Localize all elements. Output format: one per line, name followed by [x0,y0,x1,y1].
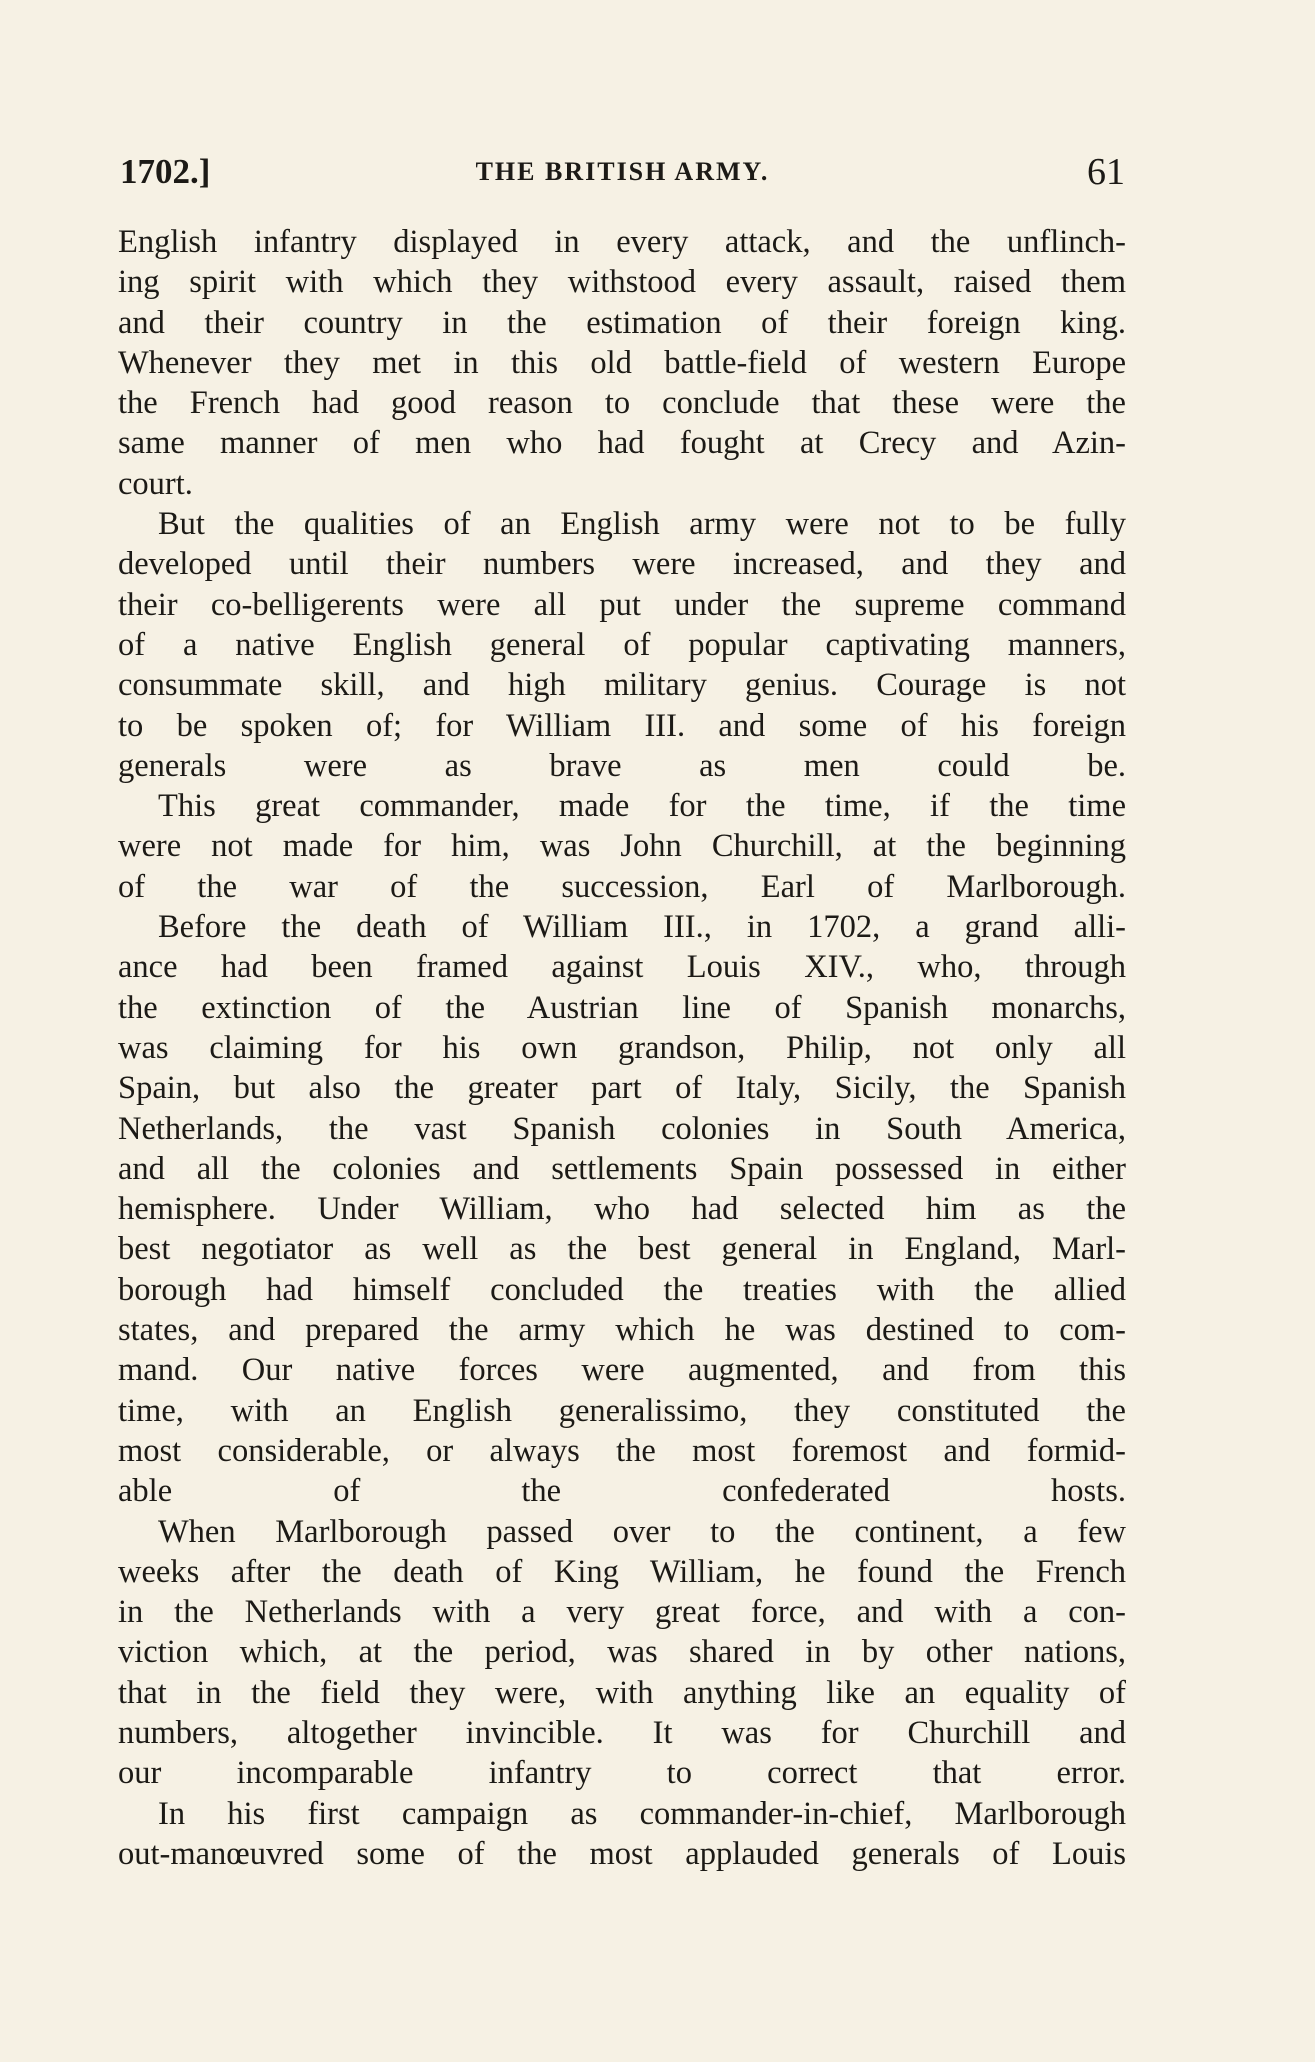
text-line: out-manœuvred some of the most applauded generals of Louis [118,1835,1126,1872]
text-line: English infantry displayed in every attack, and the unflinch- [118,224,1126,260]
text-line: of the war of the succession, Earl of Marlborough. [118,868,1126,905]
text-line: When Marlborough passed over to the continent, a few [158,1513,1126,1550]
text-line: their co-belligerents were all put under the supreme command [118,586,1126,623]
text-line: was claiming for his own grandson, Philip, not only all [118,1029,1126,1066]
text-line: in the Netherlands with a very great force, and with a con- [118,1594,1126,1631]
text-line: able of the confederated hosts. [118,1473,1126,1510]
text-line: court. [118,465,193,502]
body-text [118,222,1126,1874]
text-line: borough had himself concluded the treaties with the allied [118,1271,1126,1308]
text-line: to be spoken of; for William III. and some of his foreign [118,707,1126,744]
text-line: mand. Our native forces were augmented, and from this [118,1352,1126,1389]
text-line: hemisphere. Under William, who had selected him as the [118,1191,1126,1228]
text-line: time, with an English generalissimo, they constituted the [118,1392,1126,1429]
text-line: ance had been framed against Louis XIV., who, through [118,949,1126,986]
text-line: viction which, at the period, was shared in by other nations, [118,1634,1126,1671]
page-number: 61 [1087,151,1125,193]
running-head [120,148,1125,196]
text-line: generals were as brave as men could be. [118,747,1126,784]
text-line: the extinction of the Austrian line of Spanish monarchs, [118,989,1126,1026]
text-line: Whenever they met in this old battle-field of western Europe [118,344,1126,381]
text-line: best negotiator as well as the best general in England, Marl- [118,1231,1126,1268]
text-line: numbers, altogether invincible. It was for Churchill and [118,1714,1126,1751]
text-line: that in the field they were, with anything like an equality of [118,1674,1126,1711]
text-line: states, and prepared the army which he was destined to com- [118,1312,1126,1349]
text-line: our incomparable infantry to correct that error. [118,1755,1126,1792]
text-line: developed until their numbers were increased, and they and [118,546,1126,583]
running-head-title: THE BRITISH ARMY. [475,157,770,186]
text-line: But the qualities of an English army were not to be fully [158,506,1126,543]
text-line: same manner of men who had fought at Crecy and Azin- [118,425,1126,462]
text-line: the French had good reason to conclude that these were the [118,385,1126,422]
text-line: most considerable, or always the most foremost and formid- [118,1432,1126,1469]
text-line: and their country in the estimation of their foreign king. [118,304,1126,341]
text-line: In his first campaign as commander-in-chief, Marlborough [158,1795,1126,1832]
text-line: weeks after the death of King William, he found the French [118,1553,1126,1590]
text-line: and all the colonies and settlements Spain possessed in either [118,1150,1126,1187]
text-line: of a native English general of popular captivating manners, [118,626,1126,663]
running-head-year: 1702.] [120,152,211,191]
text-line: This great commander, made for the time, if the time [158,788,1126,825]
text-line: Netherlands, the vast Spanish colonies in South America, [118,1110,1126,1147]
text-line: Spain, but also the greater part of Italy, Sicily, the Spanish [118,1070,1126,1107]
text-line: ing spirit with which they withstood every assault, raised them [118,264,1126,301]
text-line: Before the death of William III., in 1702, a grand alli- [158,909,1126,946]
text-line: were not made for him, was John Churchill, at the beginning [118,828,1126,865]
text-line: consummate skill, and high military genius. Courage is not [118,667,1126,704]
